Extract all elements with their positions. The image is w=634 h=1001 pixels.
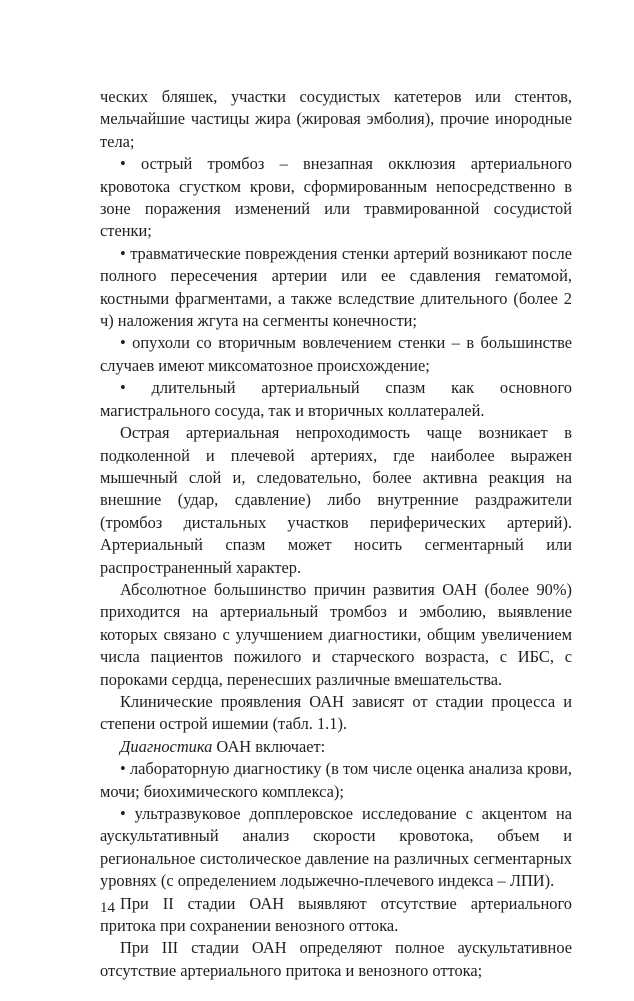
paragraph: Абсолютное большинство причин развития ОАН (более 90%) приходится на артериальный тромбоз и эмболию, выявление которых связано с улучшением диагностики, общим увеличением числа пациентов пожилого и старческого возраста, с ИБС, с пороками сердца, перенесших различные вмешательства. [100,579,572,689]
paragraph: При III стадии ОАН определяют полное аускультативное отсутствие артериального притока и венозного оттока; [100,938,572,980]
paragraph-text: ОАН включает: [216,736,326,756]
bullet-lab: • лабораторную диагностику (в том числе оценка анализа крови, мочи; биохимического комплекса); [100,759,572,801]
paragraph: Острая артериальная непроходимость чаще возникает в подколенной и плечевой артериях, где наиболее выражен мышечный слой и, следовательно, более активна реакция на внешние (удар, сдавление) либо внутренние раздражители (тромбоз дистальных участков периферических артерий). Артериальный спазм может носить сегментарный или распространенный характер. [100,423,572,577]
bullet-spasm: • длительный артериальный спазм как основного магистрального сосуда, так и вторичных коллатералей. [100,378,572,420]
bullet-acute-thrombosis: • острый тромбоз – внезапная окклюзия артериального кровотока сгустком крови, сформированным непосредственно в зоне поражения изменений или травмированной сосудистой стенки; [100,154,572,241]
bullet-tumors: • опухоли со вторичным вовлечением стенки – в большинстве случаев имеют миксоматозное происхождение; [100,333,572,375]
page-number: 14 [100,900,115,916]
paragraph: При II стадии ОАН выявляют отсутствие артериального притока при сохранении венозного оттока. [100,893,572,936]
bullet-ultrasound: • ультразвуковое допплеровское исследование с акцентом на аускультативный анализ скорости кровотока, объем и региональное систолическое давление на различных сегментарных уровнях (с определением лодыжечно-плечевого индекса – ЛПИ). [100,804,572,891]
italic-term: Диагностика [120,736,213,756]
bullet-trauma: • травматические повреждения стенки артерий возникают после полного пересечения артерии или ее сдавления гематомой, костными фрагментами, а также вследствие длительного (более 2 ч) наложения жгута на сегменты конечности; [100,243,572,331]
paragraph-diagnostics [100,736,572,758]
page-body [100,86,572,982]
paragraph: ческих бляшек, участки сосудистых катетеров или стентов, мельчайшие частицы жира (жировая эмболия), прочие инородные тела; [100,87,572,151]
paragraph: Клинические проявления ОАН зависят от стадии процесса и степени острой ишемии (табл. 1.1). [100,691,572,734]
